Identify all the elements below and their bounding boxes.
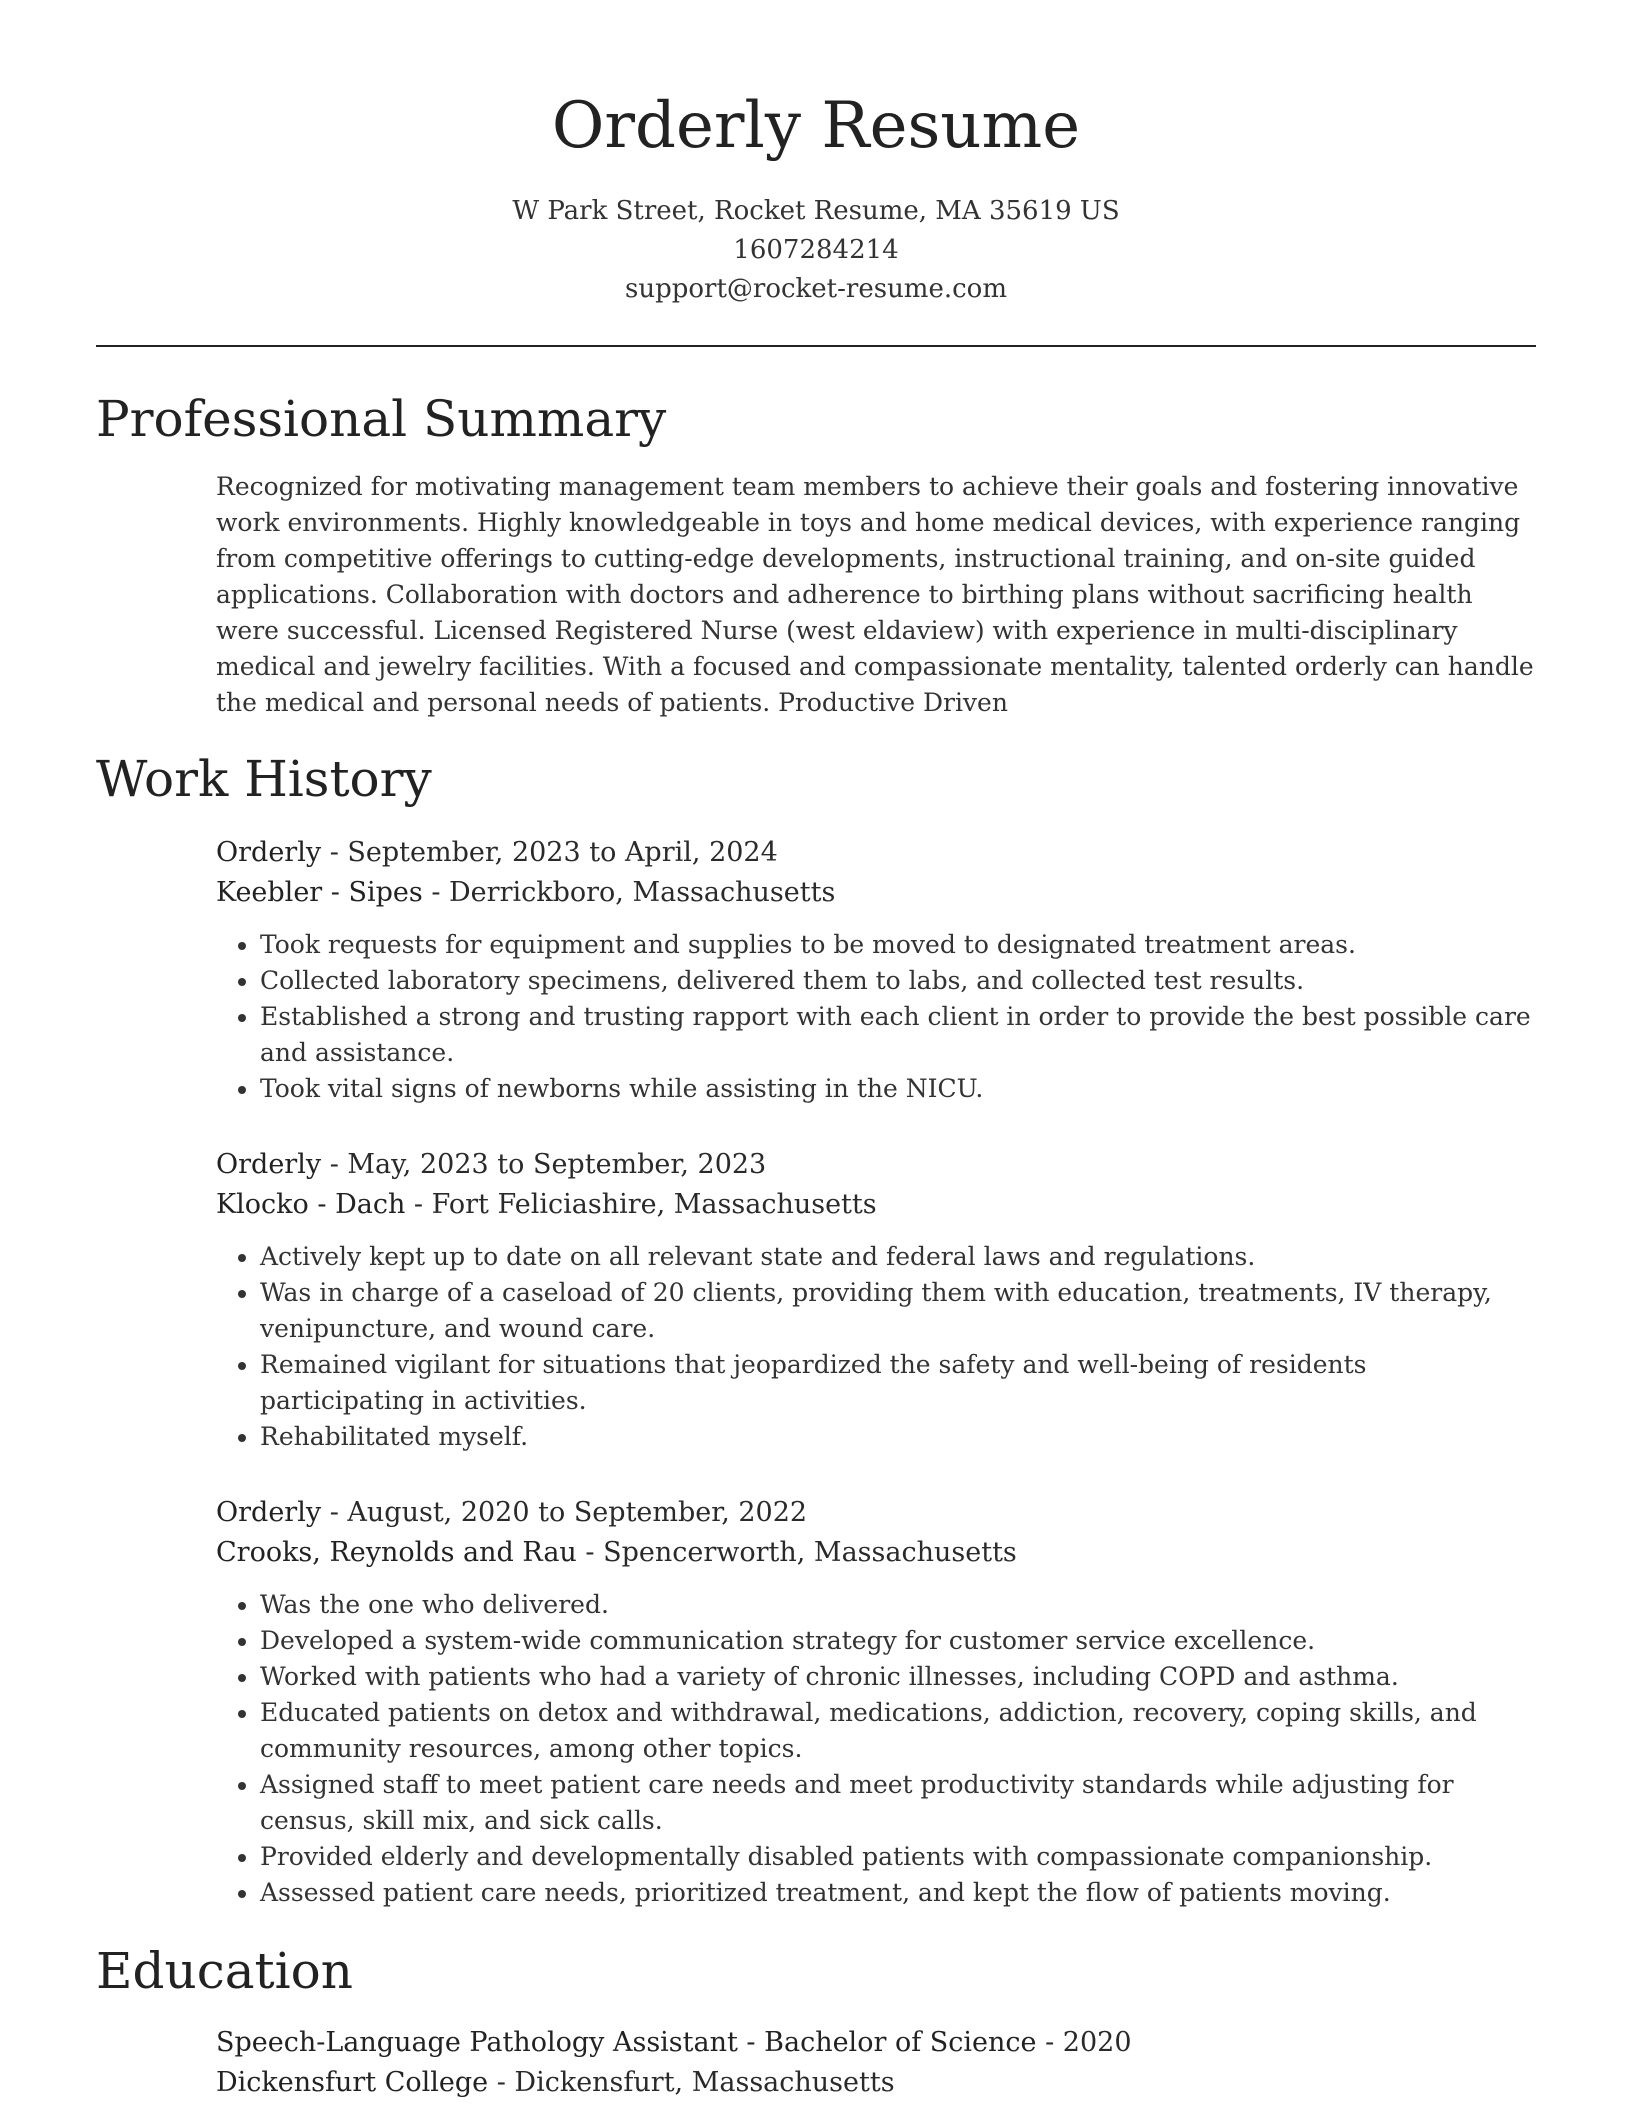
contact-phone: 1607284214 (733, 235, 899, 265)
job-company: Keebler - Sipes (216, 877, 423, 908)
education-section (96, 1941, 1536, 2103)
header-divider (96, 345, 1536, 347)
job-location: - Fort Feliciashire, Massachusetts (405, 1189, 877, 1220)
job-duties-list (216, 1587, 1536, 1911)
education-year: - 2020 (1036, 2027, 1132, 2058)
job-title-line (216, 833, 1536, 873)
resume-page (96, 0, 1536, 2103)
page-title: Orderly Resume (551, 89, 1081, 163)
education-heading: Education (96, 1942, 353, 2000)
job-duty: • Established a strong and trusting rapport with each client in order to provide the best possible care and assistance. (260, 999, 1536, 1071)
job-duties-list (216, 927, 1536, 1107)
work-history-heading: Work History (96, 750, 432, 808)
job-title: Orderly (216, 1149, 322, 1180)
education-location: - Dickensfurt, Massachusetts (488, 2067, 895, 2098)
job-title: Orderly (216, 1497, 322, 1528)
job-company-line (216, 1533, 1536, 1573)
job-duty: • Took requests for equipment and supplies to be moved to designated treatment areas. (260, 927, 1536, 963)
summary-section (96, 389, 1536, 721)
job-duty: • Provided elderly and developmentally disabled patients with compassionate companionship. (260, 1839, 1536, 1875)
summary-text: Recognized for motivating management team members to achieve their goals and fostering innovative work environments. Highly knowledgeable in toys and home medical devices, with experience ranging from competitive offerings to cutting-edge developments, instructional training, and on-site guided applications. Collaboration with doctors and adherence to birthing plans without sacrificing health were successful. Licensed Registered Nurse (west eldaview) with experience in multi-disciplinary medical and jewelry facilities. With a focused and compassionate mentality, talented orderly can handle the medical and personal needs of patients. Productive Driven (216, 472, 1534, 717)
job-duty: • Educated patients on detox and withdrawal, medications, addiction, recovery, coping skills, and community resources, among other topics. (260, 1695, 1536, 1767)
job-location: - Derrickboro, Massachusetts (422, 877, 836, 908)
resume-header (96, 0, 1536, 309)
education-school-line (216, 2063, 1536, 2103)
job-duty: • Actively kept up to date on all relevant state and federal laws and regulations. (260, 1239, 1536, 1275)
job-entry (216, 1145, 1536, 1455)
job-duty: • Developed a system-wide communication strategy for customer service excellence. (260, 1623, 1536, 1659)
job-duty: • Collected laboratory specimens, delivered them to labs, and collected test results. (260, 963, 1536, 999)
job-title-line (216, 1493, 1536, 1533)
job-company: Klocko - Dach (216, 1189, 406, 1220)
education-degree-line (216, 2023, 1536, 2063)
job-duty: • Assigned staff to meet patient care needs and meet productivity standards while adjusting for census, skill mix, and sick calls. (260, 1767, 1536, 1839)
education-degree: Speech-Language Pathology Assistant - Bachelor of Science (216, 2027, 1037, 2058)
job-dates: - August, 2020 to September, 2022 (321, 1497, 808, 1528)
job-location: - Spencerworth, Massachusetts (576, 1537, 1017, 1568)
job-duty: • Was the one who delivered. (260, 1587, 1536, 1623)
job-duty: • Was in charge of a caseload of 20 clients, providing them with education, treatments, IV therapy, venipuncture, and wound care. (260, 1275, 1536, 1347)
contact-email: support@rocket-resume.com (624, 274, 1007, 304)
education-entry (216, 2023, 1536, 2103)
job-duty: • Rehabilitated myself. (260, 1419, 1536, 1455)
job-duty: • Worked with patients who had a variety of chronic illnesses, including COPD and asthma. (260, 1659, 1536, 1695)
job-company: Crooks, Reynolds and Rau (216, 1537, 577, 1568)
job-duty: • Remained vigilant for situations that jeopardized the safety and well-being of residents participating in activities. (260, 1347, 1536, 1419)
contact-info (96, 192, 1536, 309)
job-title-line (216, 1145, 1536, 1185)
summary-heading: Professional Summary (96, 390, 667, 448)
work-history-section (96, 749, 1536, 1911)
contact-address: W Park Street, Rocket Resume, MA 35619 US (512, 196, 1120, 226)
job-dates: - May, 2023 to September, 2023 (321, 1149, 767, 1180)
job-company-line (216, 1185, 1536, 1225)
job-duty: • Assessed patient care needs, prioritized treatment, and kept the flow of patients moving. (260, 1875, 1536, 1911)
job-duties-list (216, 1239, 1536, 1455)
job-title: Orderly (216, 837, 322, 868)
job-entry (216, 833, 1536, 1107)
job-duty: • Took vital signs of newborns while assisting in the NICU. (260, 1071, 1536, 1107)
education-school: Dickensfurt College (216, 2067, 489, 2098)
job-entry (216, 1493, 1536, 1911)
job-company-line (216, 873, 1536, 913)
job-dates: - September, 2023 to April, 2024 (321, 837, 778, 868)
